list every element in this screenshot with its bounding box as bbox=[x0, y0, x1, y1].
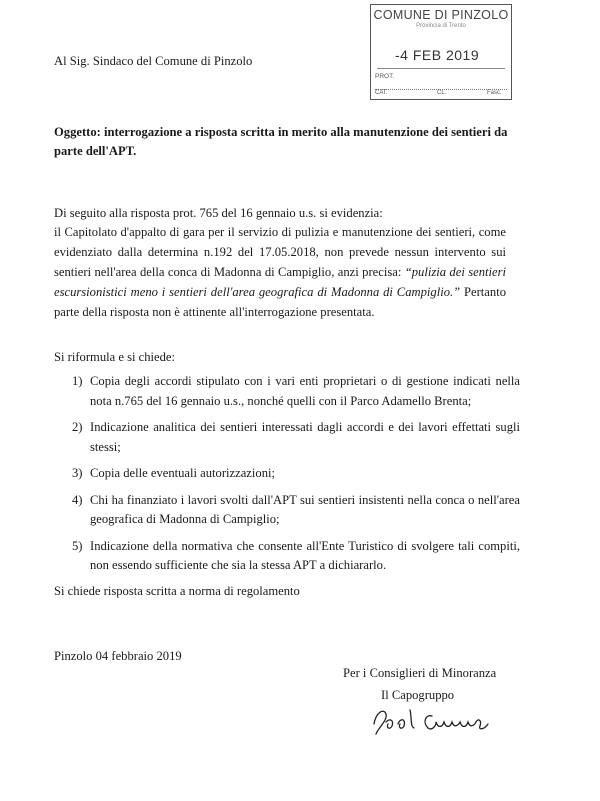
recipient-line: Al Sig. Sindaco del Comune di Pinzolo bbox=[54, 54, 253, 68]
requests-list bbox=[60, 372, 520, 583]
request-number: 1) bbox=[72, 374, 83, 388]
stamp-province: Provincia di Trento bbox=[416, 23, 466, 29]
intro-line: Di seguito alla risposta prot. 765 del 16 gennaio u.s. si evidenzia: bbox=[54, 206, 383, 220]
stamp-office: COMUNE DI PINZOLO bbox=[373, 8, 509, 22]
stamp-prot-label: PROT. bbox=[375, 73, 395, 80]
intro-body-end: Pertanto parte della risposta non è attinente all'interrogazione presentata. bbox=[54, 285, 506, 319]
request-number: 4) bbox=[72, 492, 83, 507]
request-number: 5) bbox=[72, 538, 83, 553]
stamp-divider bbox=[377, 68, 505, 69]
request-item-1 bbox=[60, 372, 520, 411]
stamp-fasc-label: Fasc. bbox=[487, 90, 502, 96]
handwritten-signature bbox=[370, 704, 510, 740]
stamp-date: -4 FEB 2019 bbox=[395, 47, 480, 63]
signature-role: Il Capogruppo bbox=[381, 688, 455, 702]
requests-heading: Si riformula e si chiede: bbox=[54, 350, 176, 364]
place-date: Pinzolo 04 febbraio 2019 bbox=[54, 649, 182, 663]
request-text: Copia degli accordi stipulato con i vari enti proprietari o di gestione indicati nella nota n.765 del 16 gennaio u.s., nonché quelli con il Parco Adamello Brenta; bbox=[90, 374, 520, 408]
request-number: 2) bbox=[72, 420, 83, 434]
request-text: Chi ha finanziato i lavori svolti dall'APT sui sentieri insistenti nella conca o nell'area geografica di Madonna di Campiglio; bbox=[90, 492, 520, 526]
stamp-cl-label: CL. bbox=[437, 90, 447, 96]
protocol-stamp bbox=[370, 4, 512, 100]
stamp-classification-row bbox=[375, 89, 507, 96]
signature-group: Per i Consiglieri di Minoranza bbox=[343, 666, 497, 680]
request-item-4 bbox=[60, 491, 520, 530]
subject-line-1: Oggetto: interrogazione a risposta scritta in merito alla manutenzione dei sentieri da bbox=[54, 125, 508, 139]
intro-paragraph bbox=[54, 222, 506, 322]
closing-line: Si chiede risposta scritta a norma di regolamento bbox=[54, 584, 300, 598]
subject-line-2: parte dell'APT. bbox=[54, 144, 137, 158]
request-text: Indicazione della normativa che consente all'Ente Turistico di svolgere tali compiti, non essendo sufficiente che sia la stessa APT a dichiararlo. bbox=[90, 538, 520, 572]
request-item-3 bbox=[60, 464, 520, 484]
intro-body-start: il Capitolato d'appalto di gara per il servizio di pulizia e manutenzione dei sentieri, come evidenziato dalla determina n.192 del 17.05.2018, non prevede nessun intervento sui sentieri nell'area della conca di Madonna di Campiglio, anzi precisa: bbox=[54, 225, 506, 279]
stamp-cat-label: CAT. bbox=[375, 90, 388, 96]
request-item-5 bbox=[60, 537, 520, 576]
request-item-2 bbox=[60, 418, 520, 457]
request-text: Indicazione analitica dei sentieri interessati dagli accordi e dei lavori effettati sugli stessi; bbox=[90, 420, 520, 454]
request-text: Copia delle eventuali autorizzazioni; bbox=[90, 466, 275, 480]
intro-quote: “pulizia dei sentieri escursionistici meno i sentieri dell'area geografica di Madonna di Campiglio.” bbox=[54, 265, 507, 299]
request-number: 3) bbox=[72, 466, 83, 480]
